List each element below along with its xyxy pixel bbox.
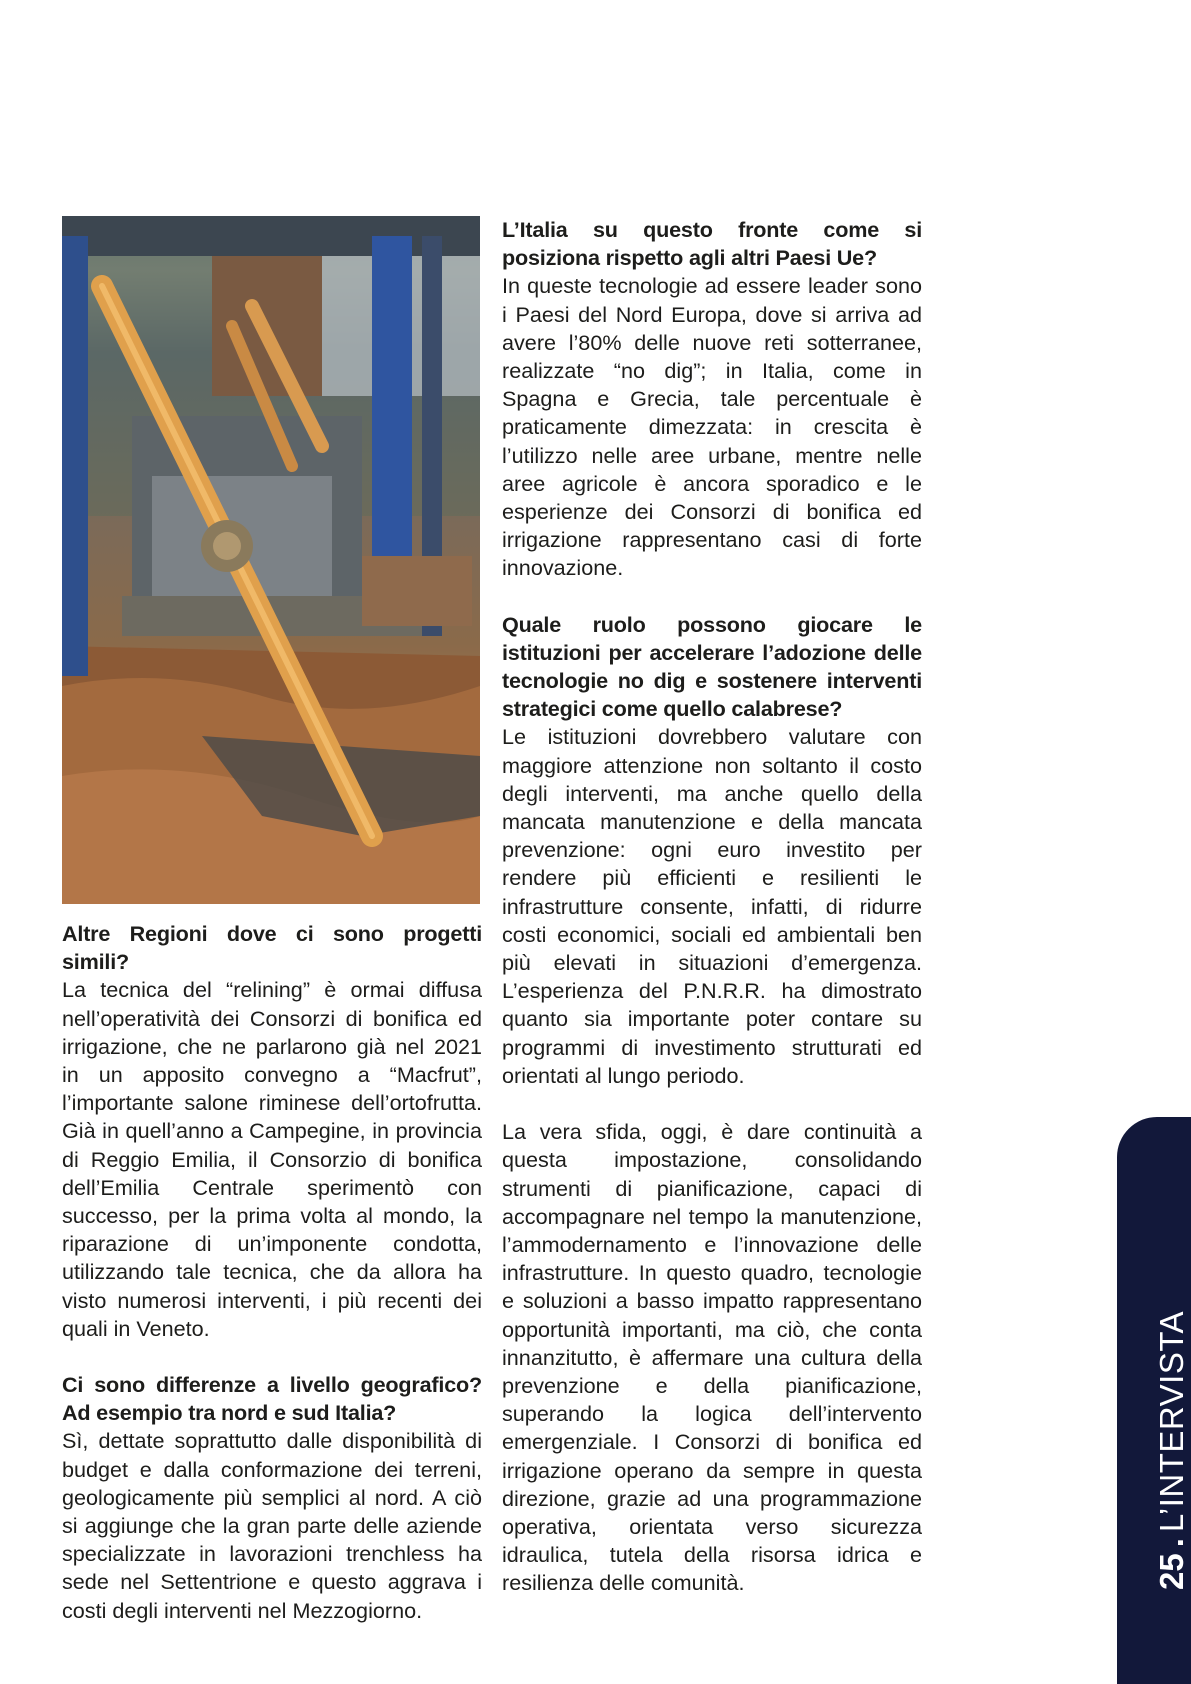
page-number: 25 xyxy=(1153,1553,1190,1590)
question-other-regions: Altre Regioni dove ci sono progetti simili? xyxy=(62,921,482,975)
paragraph-gap xyxy=(62,1343,482,1371)
answer-real-challenge: La vera sfida, oggi, è dare continuità a questa impostazione, consolidando strumenti di pianificazione, capaci di accompagnare nel tempo la manutenzione, l’ammodernamento e l’innovazione delle infrastrutture. In questo quadro, tecnologie e soluzioni a basso impatto rappresentano opportunità importanti, ma ciò, che conta innanzitutto, è affermare una cultura della prevenzione e della pianificazione, superando la logica dell’intervento emergenziale. I Consorzi di bonifica ed irrigazione operano da sempre in questa direzione, grazie ad una programmazione operativa, orientata verso sicurezza idraulica, tutela della risorsa idrica e resilienza delle comunità. xyxy=(502,1119,922,1596)
answer-geographic-differences: Sì, dettate soprattutto dalle disponibilità di budget e dalla conformazione dei terreni, geologicamente più semplici al nord. A ciò si aggiunge che la gran parte delle aziende specializzate in lavorazioni trenchless ha sede nel Settentrione e questo aggrava i costi degli interventi nel Mezzogiorno. xyxy=(62,1428,482,1623)
answer-other-regions: La tecnica del “relining” è ormai diffusa nell’operatività dei Consorzi di bonifica ed irrigazione, che ne parlarono già nel 2021 in un apposito convegno a “Macfrut”, l’importante salone riminese dell’ortofrutta. Già in quell’anno a Campegine, in provincia di Reggio Emilia, il Consorzio di bonifica dell’Emilia Centrale sperimentò con successo, per la prima volta al mondo, la riparazione di un’imponente condotta, utilizzando tale tecnica, che da allora ha visto numerosi interventi, i più recenti dei quali in Veneto. xyxy=(62,977,482,1341)
paragraph-gap xyxy=(502,583,922,611)
answer-italy-position: In queste tecnologie ad essere leader sono i Paesi del Nord Europa, dove si arriva ad avere l’80% delle nuove reti sotterranee, realizzate “no dig”; in Italia, come in Spagna e Grecia, tale percentuale è praticamente dimezzata: in crescita è l’utilizzo nelle aree urbane, mentre nelle aree agricole è ancora sporadico e le esperienze dei Consorzi di bonifica ed irrigazione rappresentano casi di forte innovazione. xyxy=(502,273,922,581)
answer-institutions-role: Le istituzioni dovrebbero valutare con maggiore attenzione non soltanto il costo degli interventi, ma anche quello della mancata manutenzione e della mancata prevenzione: ogni euro investito per rendere più efficienti e resilienti le infrastrutture consente, infatti, di ridurre costi economici, sociali ed ambientali ben più elevati in situazioni d’emergenza. L’esperienza del P.N.R.R. ha dimostrato quanto sia importante poter contare su programmi di investimento strutturati ed orientati al lungo periodo. xyxy=(502,724,922,1088)
paragraph-gap xyxy=(502,1090,922,1118)
section-name: L’INTERVISTA xyxy=(1153,1310,1190,1533)
drilling-machine-photo xyxy=(62,216,480,904)
section-side-label xyxy=(1152,1311,1191,1590)
question-italy-position: L’Italia su questo fronte come si posiziona rispetto agli altri Paesi Ue? xyxy=(502,217,922,271)
right-column xyxy=(502,216,922,1598)
question-geographic-differences: Ci sono differenze a livello geografico? Ad esempio tra nord e sud Italia? xyxy=(62,1372,482,1426)
question-institutions-role: Quale ruolo possono giocare le istituzioni per accelerare l’adozione delle tecnologie no dig e sostenere interventi strategici come quello calabrese? xyxy=(502,611,922,722)
left-column xyxy=(62,216,482,1625)
drilling-machine-with-pipe-icon xyxy=(62,216,480,904)
tab-separator: . xyxy=(1153,1538,1190,1548)
